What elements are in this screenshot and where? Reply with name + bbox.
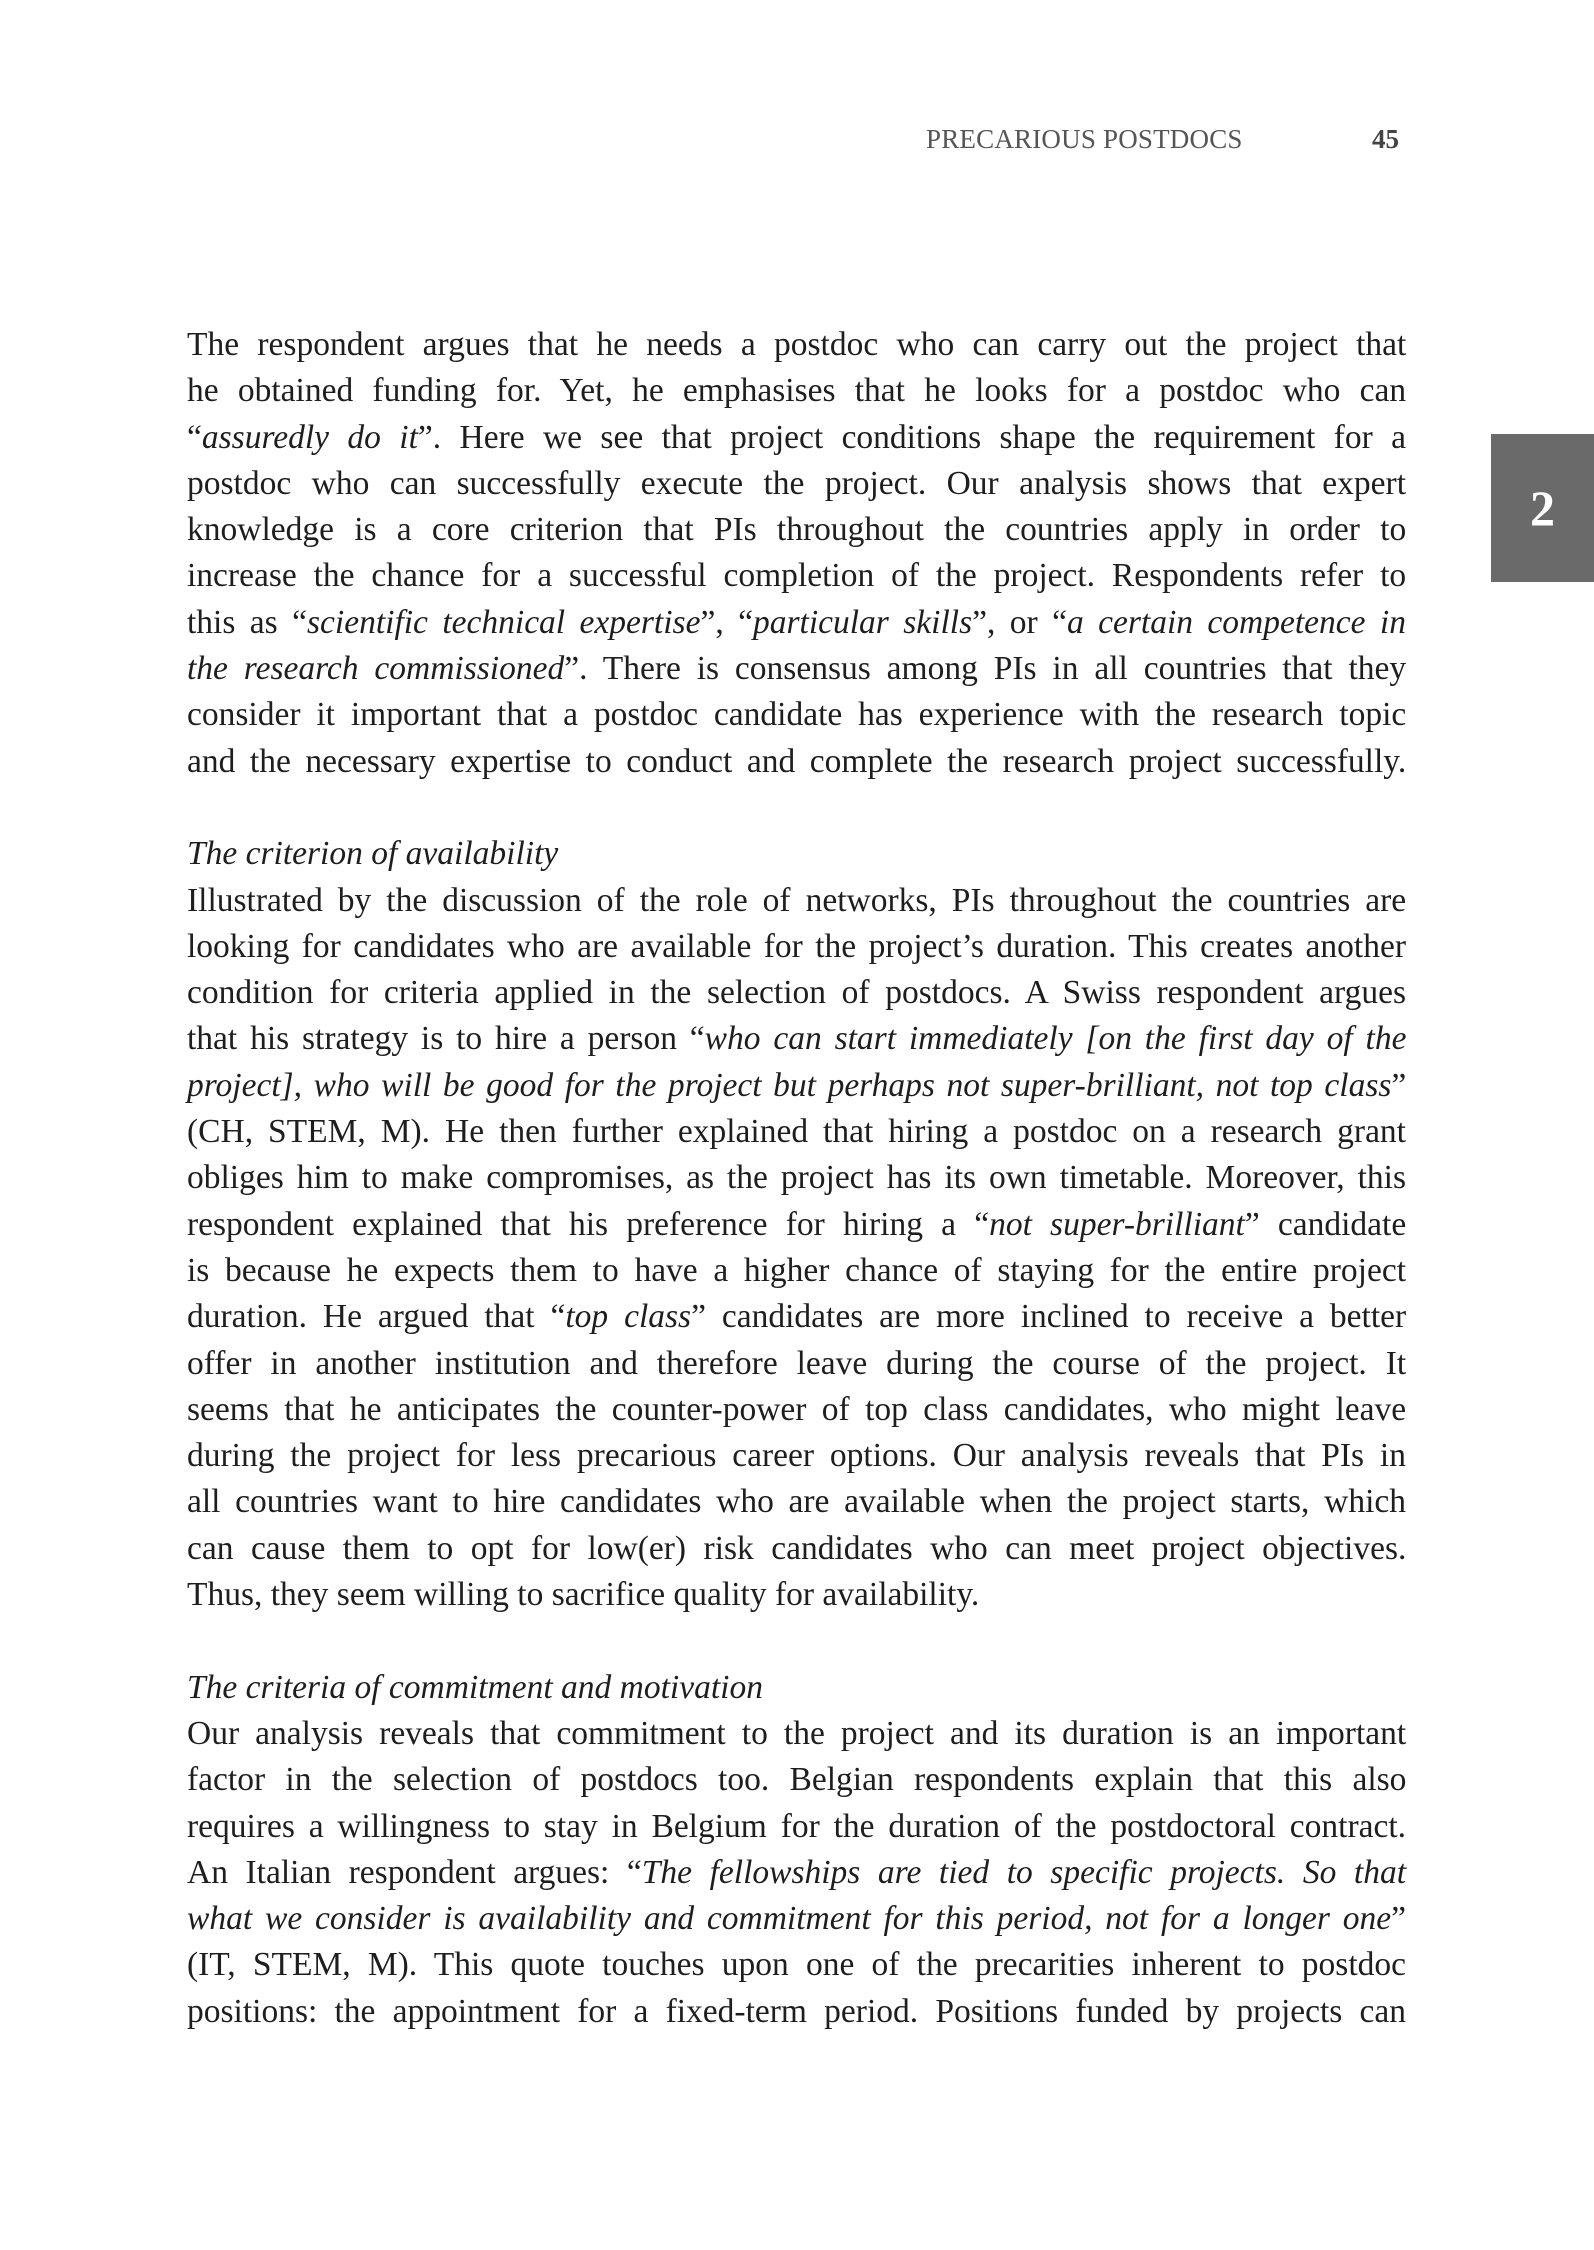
text-run: Our analysis reveals that commitment to the project and its duration is an important	[187, 1714, 1407, 1752]
text-run: ”	[1391, 1900, 1406, 1938]
text-run: consider it important that a postdoc candidate has experience with the research topic	[187, 696, 1407, 734]
text-run: can cause them to opt for low(er) risk candidates who can meet project objectives.	[187, 1529, 1407, 1567]
text-run: requires a willingness to stay in Belgium for the duration of the postdoctoral contract.	[187, 1807, 1407, 1845]
text-run: ”. Here we see that project conditions shape the requirement for a	[417, 418, 1406, 456]
text-run: looking for candidates who are available for the project’s duration. This creates another	[187, 927, 1406, 965]
section-heading: The criterion of availability	[187, 835, 559, 873]
text-line	[187, 1850, 1406, 1896]
italic-quote: the research commissioned	[187, 650, 565, 688]
italic-quote: a certain competence in	[1066, 603, 1406, 641]
text-run: (CH, STEM, M). He then further explained that hiring a postdoc on a research grant	[187, 1113, 1406, 1151]
text-line	[187, 1387, 1406, 1433]
text-run: positions: the appointment for a fixed-term period. Positions funded by projects can	[187, 1992, 1407, 2030]
text-run: ”	[1391, 1066, 1407, 1104]
text-line	[187, 1248, 1406, 1294]
italic-quote: not super-brilliant	[989, 1205, 1245, 1243]
italic-quote: scientific technical expertise	[307, 603, 701, 641]
section-2	[187, 1665, 1406, 2035]
text-run: “	[187, 418, 202, 456]
text-line	[187, 1942, 1406, 1988]
text-line	[187, 924, 1406, 970]
text-line	[187, 1757, 1406, 1803]
text-line	[187, 1989, 1406, 2035]
text-run: increase the chance for a successful completion of the project. Respondents refer to	[187, 557, 1407, 595]
text-run: ” candidate	[1244, 1205, 1407, 1243]
section-1	[187, 831, 1406, 1618]
text-run: Thus, they seem willing to sacrifice quality for availability.	[187, 1576, 980, 1614]
paragraph-spacer	[187, 785, 1406, 831]
text-line	[187, 1109, 1406, 1155]
page-number: 45	[1372, 124, 1399, 154]
text-line	[187, 1479, 1406, 1525]
paragraph-spacer	[187, 1618, 1406, 1664]
italic-quote: who can start immediately [on the first day of the	[704, 1020, 1407, 1058]
text-line	[187, 1341, 1406, 1387]
text-run: that his strategy is to hire a person “	[187, 1020, 705, 1058]
text-run: respondent explained that his preference for hiring a “	[187, 1205, 990, 1243]
text-run: The respondent argues that he needs a postdoc who can carry out the project that	[187, 326, 1407, 363]
running-head-title: PRECARIOUS POSTDOCS	[926, 124, 1243, 154]
body-text	[187, 322, 1406, 2035]
text-line	[187, 1063, 1406, 1109]
text-run: An Italian respondent argues: “	[187, 1853, 642, 1891]
text-run: Illustrated by the discussion of the role of networks, PIs throughout the countries are	[187, 881, 1407, 919]
italic-quote: project], who will be good for the project but perhaps not super-brilliant, not top class	[187, 1066, 1392, 1104]
text-line	[187, 1202, 1406, 1248]
text-run: condition for criteria applied in the selection of postdocs. A Swiss respondent argues	[187, 974, 1406, 1012]
text-run: ”, “	[700, 603, 753, 641]
text-run: (IT, STEM, M). This quote touches upon one of the precarities inherent to postdoc	[187, 1946, 1407, 1984]
text-run: he obtained funding for. Yet, he emphasises that he looks for a postdoc who can	[187, 372, 1407, 410]
text-line	[187, 1804, 1406, 1850]
text-run: offer in another institution and therefore leave during the course of the project. It	[187, 1344, 1407, 1382]
text-run: duration. He argued that “	[187, 1298, 566, 1336]
text-run: is because he expects them to have a higher chance of staying for the entire project	[187, 1251, 1406, 1289]
italic-quote: top class	[565, 1298, 692, 1336]
text-line	[187, 1896, 1406, 1942]
text-line	[187, 1155, 1406, 1201]
section-0	[187, 322, 1406, 785]
text-run: and the necessary expertise to conduct and complete the research project successfully.	[187, 742, 1407, 780]
section-heading: The criteria of commitment and motivation	[187, 1668, 763, 1706]
text-line	[187, 739, 1406, 785]
chapter-tab-number: 2	[1530, 480, 1555, 536]
text-line	[187, 1016, 1406, 1062]
text-line	[187, 646, 1406, 692]
text-run: all countries want to hire candidates who are available when the project starts, which	[187, 1483, 1406, 1521]
text-line	[187, 1572, 1406, 1618]
text-line	[187, 415, 1406, 461]
text-line	[187, 368, 1406, 414]
text-run: factor in the selection of postdocs too. Belgian respondents explain that this also	[187, 1761, 1407, 1799]
text-line	[187, 507, 1406, 553]
text-run: ”. There is consensus among PIs in all countries that they	[564, 650, 1407, 688]
text-line	[187, 322, 1406, 368]
italic-quote: assuredly do it	[201, 418, 418, 456]
text-line	[187, 692, 1406, 738]
text-run: during the project for less precarious career options. Our analysis reveals that PIs in	[187, 1437, 1406, 1475]
text-run: postdoc who can successfully execute the project. Our analysis shows that expert	[187, 464, 1406, 502]
text-line	[187, 600, 1406, 646]
text-line	[187, 461, 1406, 507]
text-run: this as “	[187, 603, 307, 641]
text-line	[187, 1294, 1406, 1340]
text-run: obliges him to make compromises, as the project has its own timetable. Moreover, this	[187, 1159, 1406, 1197]
text-line	[187, 553, 1406, 599]
italic-quote: what we consider is availability and commitment for this period, not for a longer one	[187, 1900, 1392, 1938]
text-run: knowledge is a core criterion that PIs throughout the countries apply in order to	[187, 511, 1407, 549]
text-line	[187, 1711, 1406, 1757]
text-run: ” candidates are more inclined to receive a better	[691, 1298, 1407, 1336]
text-line	[187, 970, 1406, 1016]
text-line	[187, 1433, 1406, 1479]
text-line	[187, 1526, 1406, 1572]
text-run: ”, or “	[972, 603, 1067, 641]
italic-quote: The fellowships are tied to specific projects. So that	[641, 1853, 1406, 1891]
chapter-tab	[1491, 434, 1594, 582]
italic-quote: particular skills	[752, 603, 973, 641]
text-run: seems that he anticipates the counter-power of top class candidates, who might leave	[187, 1390, 1407, 1428]
text-line	[187, 878, 1406, 924]
